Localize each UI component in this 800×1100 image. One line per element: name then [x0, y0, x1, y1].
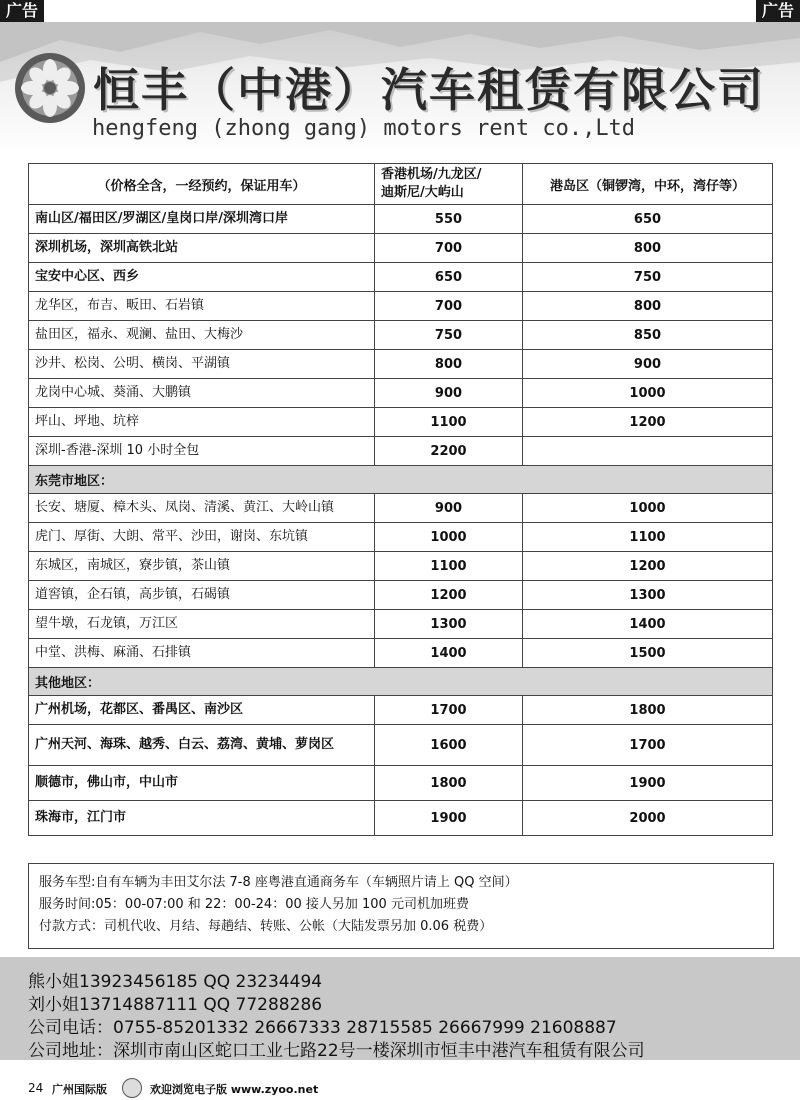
note-vehicle: 服务车型:自有车辆为丰田艾尔法 7-8 座粤港直通商务车（车辆照片请上 QQ 空间） — [39, 875, 518, 890]
table-row: 沙井、松岗、公明、横岗、平湖镇 800 900 — [29, 350, 773, 379]
note-payment: 付款方式：司机代收、月结、每趟结、转账、公帐（大陆发票另加 0.06 税费） — [39, 919, 493, 934]
table-row: 坪山、坪地、坑梓 1100 1200 — [29, 408, 773, 437]
contact-panel — [0, 957, 800, 1060]
page-footer — [0, 1076, 800, 1100]
header-island: 港岛区（铜锣湾，中环，湾仔等） — [523, 164, 773, 205]
company-phone: 公司电话：0755-85201332 26667333 28715585 26667999 21608887 — [28, 1018, 617, 1038]
table-row: 深圳机场，深圳高铁北站 700 800 — [29, 234, 773, 263]
table-row: 宝安中心区、西乡 650 750 — [29, 263, 773, 292]
section-other: 其他地区： — [29, 668, 773, 696]
service-notes — [28, 863, 774, 949]
note-hours: 服务时间:05：00-07:00 和 22：00-24：00 接人另加 100 元司机加班费 — [39, 897, 469, 912]
publication-logo-icon — [122, 1078, 142, 1098]
company-banner — [0, 22, 800, 155]
company-logo — [14, 52, 86, 124]
contact-line-1: 熊小姐13923456185 QQ 23234494 — [28, 972, 323, 992]
ad-label-left: 广告 — [0, 0, 44, 22]
table-row: 广州机场，花都区、番禺区、南沙区 1700 1800 — [29, 696, 773, 725]
table-row: 盐田区，福永、观澜、盐田、大梅沙 750 850 — [29, 321, 773, 350]
table-row: 龙华区，布吉、畈田、石岩镇 700 800 — [29, 292, 773, 321]
section-dongguan: 东莞市地区： — [29, 466, 773, 494]
company-name-en: hengfeng (zhong gang) motors rent co.,Ltd — [92, 116, 636, 141]
table-row: 龙岗中心城、葵涌、大鹏镇 900 1000 — [29, 379, 773, 408]
publication-name: 广州国际版 — [52, 1083, 107, 1096]
header-area: （价格全含，一经预约，保证用车） — [29, 164, 375, 205]
table-row: 长安、塘厦、樟木头、凤岗、清溪、黄江、大岭山镇 900 1000 — [29, 494, 773, 523]
table-row: 广州天河、海珠、越秀、白云、荔湾、黄埔、萝岗区 1600 1700 — [29, 725, 773, 766]
price-table — [28, 163, 773, 836]
table-row: 虎门、厚街、大朗、常平、沙田，谢岗、东坑镇 1000 1100 — [29, 523, 773, 552]
table-row: 南山区/福田区/罗湖区/皇岗口岸/深圳湾口岸 550 650 — [29, 205, 773, 234]
contact-line-2: 刘小姐13714887111 QQ 77288286 — [28, 995, 323, 1015]
table-row: 道窖镇，企石镇，高步镇，石碣镇 1200 1300 — [29, 581, 773, 610]
table-row: 东城区，南城区，寮步镇，茶山镇 1100 1200 — [29, 552, 773, 581]
table-row: 中堂、洪梅、麻涌、石排镇 1400 1500 — [29, 639, 773, 668]
page-number: 24 — [28, 1081, 44, 1095]
table-row: 珠海市，江门市 1900 2000 — [29, 801, 773, 836]
company-address: 公司地址：深圳市南山区蛇口工业七路22号一楼深圳市恒丰中港汽车租赁有限公司 — [28, 1041, 645, 1061]
site-link[interactable]: 欢迎浏览电子版 www.zyoo.net — [150, 1083, 319, 1096]
table-header-row — [29, 164, 773, 205]
table-row: 深圳-香港-深圳 10 小时全包 2200 — [29, 437, 773, 466]
table-row: 顺德市，佛山市，中山市 1800 1900 — [29, 766, 773, 801]
table-row: 望牛墩，石龙镇，万江区 1300 1400 — [29, 610, 773, 639]
header-kowloon: 香港机场/九龙区/ 迪斯尼/大屿山 — [375, 164, 523, 205]
company-name-cn: 恒丰（中港）汽车租赁有限公司 — [93, 63, 765, 117]
ad-label-right: 广告 — [756, 0, 800, 22]
